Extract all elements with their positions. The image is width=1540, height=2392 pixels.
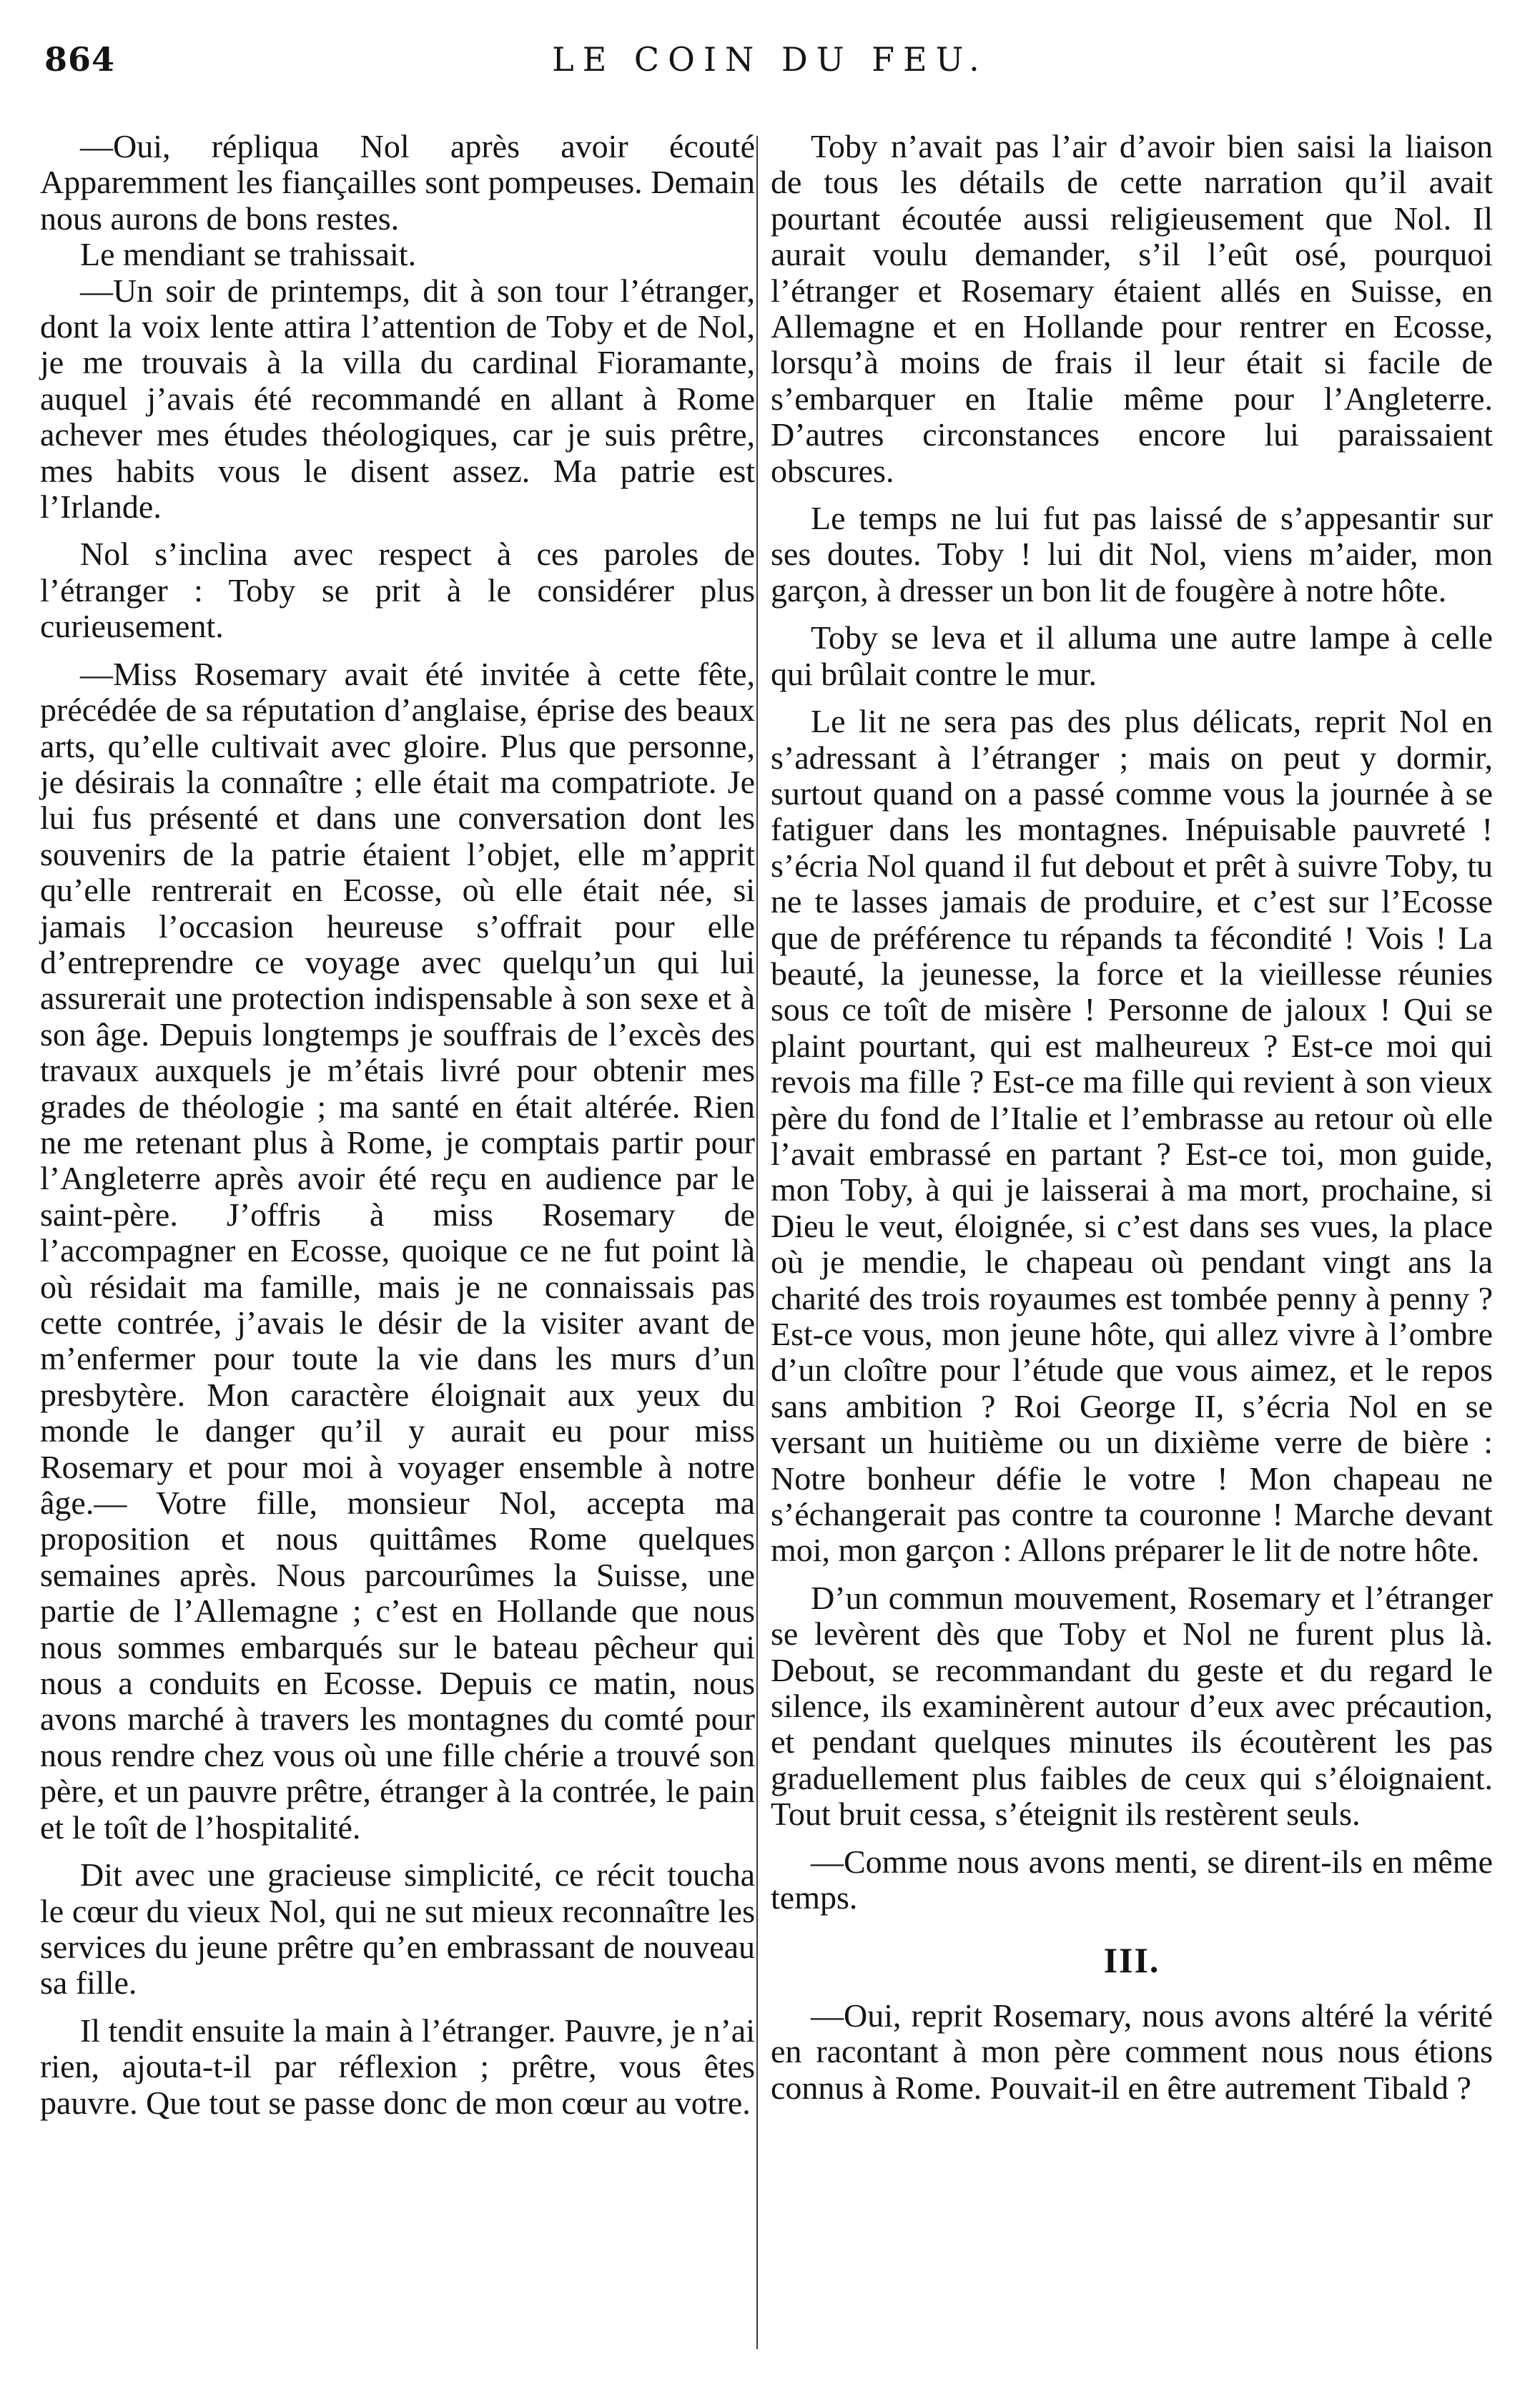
paragraph: —Un soir de printemps, dit à son tour l’étranger, dont la voix lente attira l’attention de Toby et de Nol, je me trouvais à la villa du cardinal Fioramante, auquel j’avais été recommandé en allant à Rome achever mes études théologiques, car je suis prêtre, mes habits vous le disent assez. Ma patrie est l’Irlande. — [40, 272, 755, 526]
paragraph: Toby n’avait pas l’air d’avoir bien saisi la liaison de tous les détails de cette narration qu’il avait pourtant écoutée aussi religieusement que Nol. Il aurait voulu demander, s’il l’eût osé, pourquoi l’étranger et Rosemary étaient allés en Suisse, en Allemagne et en Hollande pour rentrer en Ecosse, lorsqu’à moins de frais il leur était si facile de s’embarquer en Italie même pour l’Angleterre. D’autres circonstances encore lui paraissaient obscures. — [771, 128, 1493, 489]
paragraph: —Oui, reprit Rosemary, nous avons altéré la vérité en racontant à mon père comment nous nous étions connus à Rome. Pouvait-il en être autrement Tibald ? — [771, 1997, 1493, 2106]
paragraph: Dit avec une gracieuse simplicité, ce récit toucha le cœur du vieux Nol, qui ne sut mieux reconnaître les services du jeune prêtre qu’en embrassant de nouveau sa fille. — [40, 1856, 755, 2002]
right-column — [771, 129, 1493, 2106]
section-heading: III. — [1103, 1939, 1160, 1980]
paragraph: D’un commun mouvement, Rosemary et l’étranger se levèrent dès que Toby et Nol ne furent plus là. Debout, se recommandant du geste et du regard le silence, ils examinèrent autour d’eux avec précaution, et pendant quelques minutes ils écoutèrent les pas graduellement plus faibles de ceux qui s’éloignaient. Tout bruit cessa, s’éteignit ils restèrent seuls. — [771, 1579, 1493, 1833]
column-divider — [756, 136, 758, 2349]
paragraph: —Miss Rosemary avait été invitée à cette fête, précédée de sa réputation d’anglaise, éprise des beaux arts, qu’elle cultivait avec gloire. Plus que personne, je désirais la connaître ; elle était ma compatriote. Je lui fus présenté et dans une conversation dont les souvenirs de la patrie étaient l’objet, elle m’apprit qu’elle rentrerait en Ecosse, où elle était née, si jamais l’occasion heureuse s’offrait pour elle d’entreprendre ce voyage avec quelqu’un qui lui assurerait une protection indispensable à son sexe et à son âge. Depuis longtemps je souffrais de l’excès des travaux auxquels je m’étais livré pour obtenir mes grades de théologie ; ma santé en était altérée. Rien ne me retenant plus à Rome, je comptais partir pour l’Angleterre après avoir été reçu en audience par le saint-père. J’offris à miss Rosemary de l’accompagner en Ecosse, quoique ce ne fut point là où résidait ma famille, mais je ne connaissais pas cette contrée, j’avais le désir de la visiter avant de m’enfermer pour toute la vie dans les murs d’un presbytère. Mon caractère éloignait aux yeux du monde le danger qu’il y aurait eu pour miss Rosemary et pour moi à voyager ensemble à notre âge.— Votre fille, monsieur Nol, accepta ma proposition et nous quittâmes Rome quelques semaines après. Nous parcourûmes la Suisse, une partie de l’Allemagne ; c’est en Hollande que nous nous sommes embarqués sur le bateau pêcheur qui nous a conduits en Ecosse. Depuis ce matin, nous avons marché à travers les montagnes du comté pour nous rendre chez vous où une fille chérie a trouvé son père, et un pauvre prêtre, étranger à la contrée, le pain et le toît de l’hospitalité. — [40, 655, 755, 1846]
paragraph: Le mendiant se trahissait. — [80, 236, 417, 273]
left-column — [40, 129, 755, 2121]
paragraph: Le lit ne sera pas des plus délicats, reprit Nol en s’adressant à l’étranger ; mais on peut y dormir, surtout quand on a passé comme vous la journée à se fatiguer dans les montagnes. Inépuisable pauvreté ! s’écria Nol quand il fut debout et prêt à suivre Toby, tu ne te lasses jamais de produire, et c’est sur l’Ecosse que de préférence tu répands ta fécondité ! Vois ! La beauté, la jeunesse, la force et la vieillesse réunies sous ce toît de misère ! Personne de jaloux ! Qui se plaint pourtant, qui est malheureux ? Est-ce moi qui revois ma fille ? Est-ce ma fille qui revient à son vieux père du fond de l’Italie et l’embrasse au retour où elle l’avait embrassé en partant ? Est-ce toi, mon guide, mon Toby, à qui je laisserai à ma mort, prochaine, si Dieu le veut, éloignée, si c’est dans ses vues, la place où je mendie, le chapeau où pendant vingt ans la charité des trois royaumes est tombée penny à penny ? Est-ce vous, mon jeune hôte, qui allez vivre à l’ombre d’un cloître pour l’étude que vous aimez, et le repos sans ambition ? Roi George II, s’écria Nol en se versant un huitième ou un dixième verre de bière : Notre bonheur défie le votre ! Mon chapeau ne s’échangerait pas contre ta couronne ! Marche devant moi, mon garçon : Allons préparer le lit de notre hôte. — [771, 703, 1493, 1569]
running-title: LE COIN DU FEU. — [552, 40, 988, 79]
page-number: 864 — [44, 40, 116, 79]
paragraph: —Comme nous avons menti, se dirent-ils en même temps. — [771, 1843, 1493, 1916]
paragraph: Nol s’inclina avec respect à ces paroles de l’étranger : Toby se prit à le considérer plus curieusement. — [40, 536, 755, 645]
paragraph: Le temps ne lui fut pas laissé de s’appesantir sur ses doutes. Toby ! lui dit Nol, viens m’aider, mon garçon, à dresser un bon lit de fougère à notre hôte. — [771, 500, 1493, 609]
paragraph: Il tendit ensuite la main à l’étranger. Pauvre, je n’ai rien, ajouta-t-il par réflexion ; prêtre, vous êtes pauvre. Que tout se passe donc de mon cœur au votre. — [40, 2012, 755, 2121]
paragraph: —Oui, répliqua Nol après avoir écouté Apparemment les fiançailles sont pompeuses. Demain nous aurons de bons restes. — [40, 128, 755, 237]
paragraph: Toby se leva et il alluma une autre lampe à celle qui brûlait contre le mur. — [771, 619, 1493, 692]
